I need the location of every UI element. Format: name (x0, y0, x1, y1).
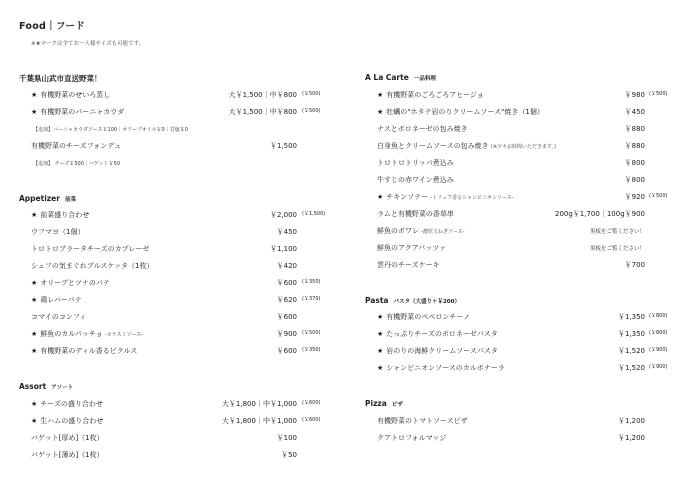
star-icon: ★ (31, 347, 38, 355)
menu-item (377, 416, 468, 426)
item-price: ￥600 (276, 313, 297, 321)
item-price: ￥900 (276, 330, 297, 338)
star-icon: ★ (377, 313, 384, 321)
item-name: 鮮魚のアクアパッツァ (377, 244, 447, 252)
item-price: ￥1,520 (617, 347, 645, 355)
item-price: ￥600 (276, 279, 297, 287)
menu-item (31, 450, 104, 460)
item-name: 前菜盛り合わせ (40, 211, 90, 219)
item-name: 牡蠣の"ホタテ岩のりクリームソース"焼き（1個） (386, 108, 544, 116)
section-title-pasta (365, 296, 460, 305)
item-price: ￥980 (624, 91, 645, 99)
star-mark-note: ※★マークは全てお一人様サイズも可能です。 (31, 41, 145, 47)
item-name: 有機野菜のせいろ蒸し (40, 91, 111, 99)
menu-item (31, 295, 81, 305)
item-price: 黒板をご覧ください！ (589, 246, 645, 252)
menu-item (377, 312, 470, 322)
menu-item (31, 261, 153, 271)
star-icon: ★ (31, 279, 38, 287)
item-price: 大￥1,500｜中￥800 (228, 108, 297, 116)
single-portion-price: (￥500) (649, 193, 668, 199)
single-portion-price: (￥500) (649, 91, 668, 97)
item-price: ￥1,350 (617, 313, 645, 321)
menu-item (31, 90, 110, 100)
item-name: 鮮魚のカルパッチョ (40, 330, 103, 338)
single-portion-price: (￥600) (302, 400, 321, 406)
item-price: ￥620 (276, 296, 297, 304)
section-title-text: Pasta (365, 296, 389, 305)
star-icon: ★ (31, 296, 38, 304)
menu-item (31, 107, 124, 117)
star-icon: ★ (31, 330, 38, 338)
item-price: ￥1,500 (269, 142, 297, 150)
item-price: ￥100 (276, 434, 297, 442)
item-name: オリーブとツナのパテ (40, 279, 110, 287)
menu-item (31, 416, 103, 426)
menu-item (377, 329, 498, 339)
item-name: 白身魚とクリームソースの包み焼き (377, 142, 489, 150)
item-name: たっぷりチーズのボロネーゼパスタ (386, 330, 498, 338)
item-price: 大￥1,500｜中￥800 (228, 91, 297, 99)
section-subtitle: 前菜 (64, 197, 76, 203)
item-price: 大￥1,800｜中￥1,000 (221, 400, 297, 408)
item-name: 鶏レバーパテ (40, 296, 82, 304)
item-name: 生ハムの盛り合わせ (40, 417, 104, 425)
menu-item (377, 226, 465, 236)
section-title-pizza (365, 399, 403, 408)
item-price: ￥880 (624, 142, 645, 150)
section-title-text: Pizza (365, 399, 387, 408)
star-icon: ★ (377, 193, 384, 201)
item-price: ￥1,100 (269, 245, 297, 253)
star-icon: ★ (377, 330, 384, 338)
single-portion-price: (￥900) (649, 364, 668, 370)
section-title-appetizer (19, 194, 76, 203)
menu-item (31, 329, 143, 339)
item-note: -濃厚玉ねぎソース- (421, 229, 465, 235)
item-name: 有機野菜のペペロンチーノ (386, 313, 471, 321)
item-name: 有機野菜のトマトソースピザ (377, 417, 468, 425)
item-name: シェフの気まぐれブルスケッタ（1枚） (31, 262, 154, 270)
menu-item (377, 158, 454, 168)
single-portion-price: (￥600) (302, 417, 321, 423)
item-price: ￥450 (276, 228, 297, 236)
item-name: 岩のりの海鮮クリームソースパスタ (386, 347, 498, 355)
single-portion-price: (￥800) (649, 313, 668, 319)
item-price: ￥600 (276, 347, 297, 355)
menu-item (377, 209, 454, 219)
item-price: 黒板をご覧ください！ (589, 229, 645, 235)
menu-item (377, 243, 446, 253)
menu-item (377, 192, 514, 202)
menu-item (31, 278, 110, 288)
item-name: ナスとボロネーゼの包み焼き (377, 125, 468, 133)
menu-item (31, 244, 149, 254)
menu-item (31, 227, 84, 237)
star-icon: ★ (377, 364, 384, 372)
menu-item (31, 312, 86, 322)
section-subtitle: アソート (51, 385, 74, 391)
item-price: ￥800 (624, 159, 645, 167)
section-subtitle: 一品料理 (413, 76, 436, 82)
single-portion-price: (￥500) (302, 91, 321, 97)
single-portion-price: (￥350) (302, 347, 321, 353)
star-icon: ★ (377, 91, 384, 99)
star-icon: ★ (31, 91, 38, 99)
item-name: バゲット[厚め]（1枚） (31, 434, 104, 442)
single-portion-price: (￥500) (302, 108, 321, 114)
item-name: バゲット[薄め]（1枚） (31, 451, 104, 459)
menu-item (377, 346, 498, 356)
menu-item (377, 124, 468, 134)
item-price: ￥50 (281, 451, 297, 459)
item-price: ￥1,350 (617, 330, 645, 338)
item-price: 200g￥1,700｜100g￥900 (554, 210, 645, 218)
page-title: Food｜フード (19, 21, 86, 32)
menu-item (377, 107, 544, 117)
menu-item (31, 399, 103, 409)
item-note: -カラスミソース- (104, 332, 144, 338)
section-title-a-la-carte (365, 73, 436, 82)
item-price: ￥920 (624, 193, 645, 201)
item-note: -トリュフ香るシャンピニオンソース- (430, 195, 514, 201)
item-name: 有機野菜のバーニャカウダ (40, 108, 125, 116)
item-price: ￥1,520 (617, 364, 645, 372)
section-title-assort (19, 382, 73, 391)
section-title-text: Assort (19, 382, 47, 391)
menu-item (377, 363, 505, 373)
star-icon: ★ (31, 211, 38, 219)
single-portion-price: (￥1,500) (302, 211, 326, 217)
star-icon: ★ (31, 400, 38, 408)
single-portion-price: (￥800) (649, 330, 668, 336)
item-name: シャンピニオンソースのカルボナーラ (386, 364, 505, 372)
item-price: ￥1,200 (617, 434, 645, 442)
item-name: ラムと有機野菜の香草串 (377, 210, 454, 218)
item-name: ウフマヨ（1個） (31, 228, 85, 236)
item-name: チーズの盛り合わせ (40, 400, 103, 408)
section-subtitle: ピザ (391, 402, 403, 408)
menu-item (377, 433, 446, 443)
menu-item (377, 260, 440, 270)
star-icon: ★ (377, 347, 384, 355)
item-name: トロトロブラータチーズのカプレーゼ (31, 245, 150, 253)
item-price: ￥2,000 (269, 211, 297, 219)
item-name: 鮮魚のポワレ (377, 227, 419, 235)
menu-item (377, 175, 454, 185)
section-subtitle: パスタ（大盛り＋￥200） (393, 299, 460, 305)
menu-item (31, 210, 89, 220)
section-title-text: Appetizer (19, 194, 60, 203)
single-portion-price: (￥370) (302, 296, 321, 302)
menu-item (31, 141, 121, 151)
single-portion-price: (￥900) (649, 347, 668, 353)
menu-item (31, 433, 104, 443)
item-price: ￥1,200 (617, 417, 645, 425)
item-price: ￥800 (624, 176, 645, 184)
item-name: 雲丹のチーズケーキ (377, 261, 440, 269)
star-icon: ★ (31, 417, 38, 425)
item-price: 大￥1,800｜中￥1,000 (221, 417, 297, 425)
star-icon: ★ (31, 108, 38, 116)
item-name: チキンソテー (386, 193, 429, 201)
menu-item (377, 90, 484, 100)
section-title-text: 千葉県山武市直送野菜！ (19, 74, 102, 83)
item-name: 有機野菜のチーズフォンデュ (31, 142, 122, 150)
addon-note: 【追加】 チーズ￥500｜バゲット￥50 (33, 161, 121, 167)
star-icon: ★ (377, 108, 384, 116)
item-price: ￥420 (276, 262, 297, 270)
menu-item (377, 141, 556, 151)
item-name: コマイのコンフィ (31, 313, 87, 321)
item-price: ￥880 (624, 125, 645, 133)
item-name: トロトロトリッパ煮込み (377, 159, 454, 167)
addon-note: 【追加】バーニャカウダソース￥100｜オリーブオイル￥0｜岩塩￥0 (33, 127, 188, 133)
item-name: クアトロフォルマッジ (377, 434, 447, 442)
section-title-vegetables (19, 73, 102, 84)
section-title-text: A La Carte (365, 73, 409, 82)
single-portion-price: (￥500) (302, 330, 321, 336)
single-portion-price: (￥350) (302, 279, 321, 285)
item-note: (※少々お時間いただきます。) (490, 144, 557, 150)
item-price: ￥700 (624, 261, 645, 269)
item-price: ￥450 (624, 108, 645, 116)
item-name: 牛すじの赤ワイン煮込み (377, 176, 454, 184)
item-name: 有機野菜のディル香るピクルス (40, 347, 138, 355)
item-name: 有機野菜のごろごろアヒージョ (386, 91, 484, 99)
menu-item (31, 346, 137, 356)
